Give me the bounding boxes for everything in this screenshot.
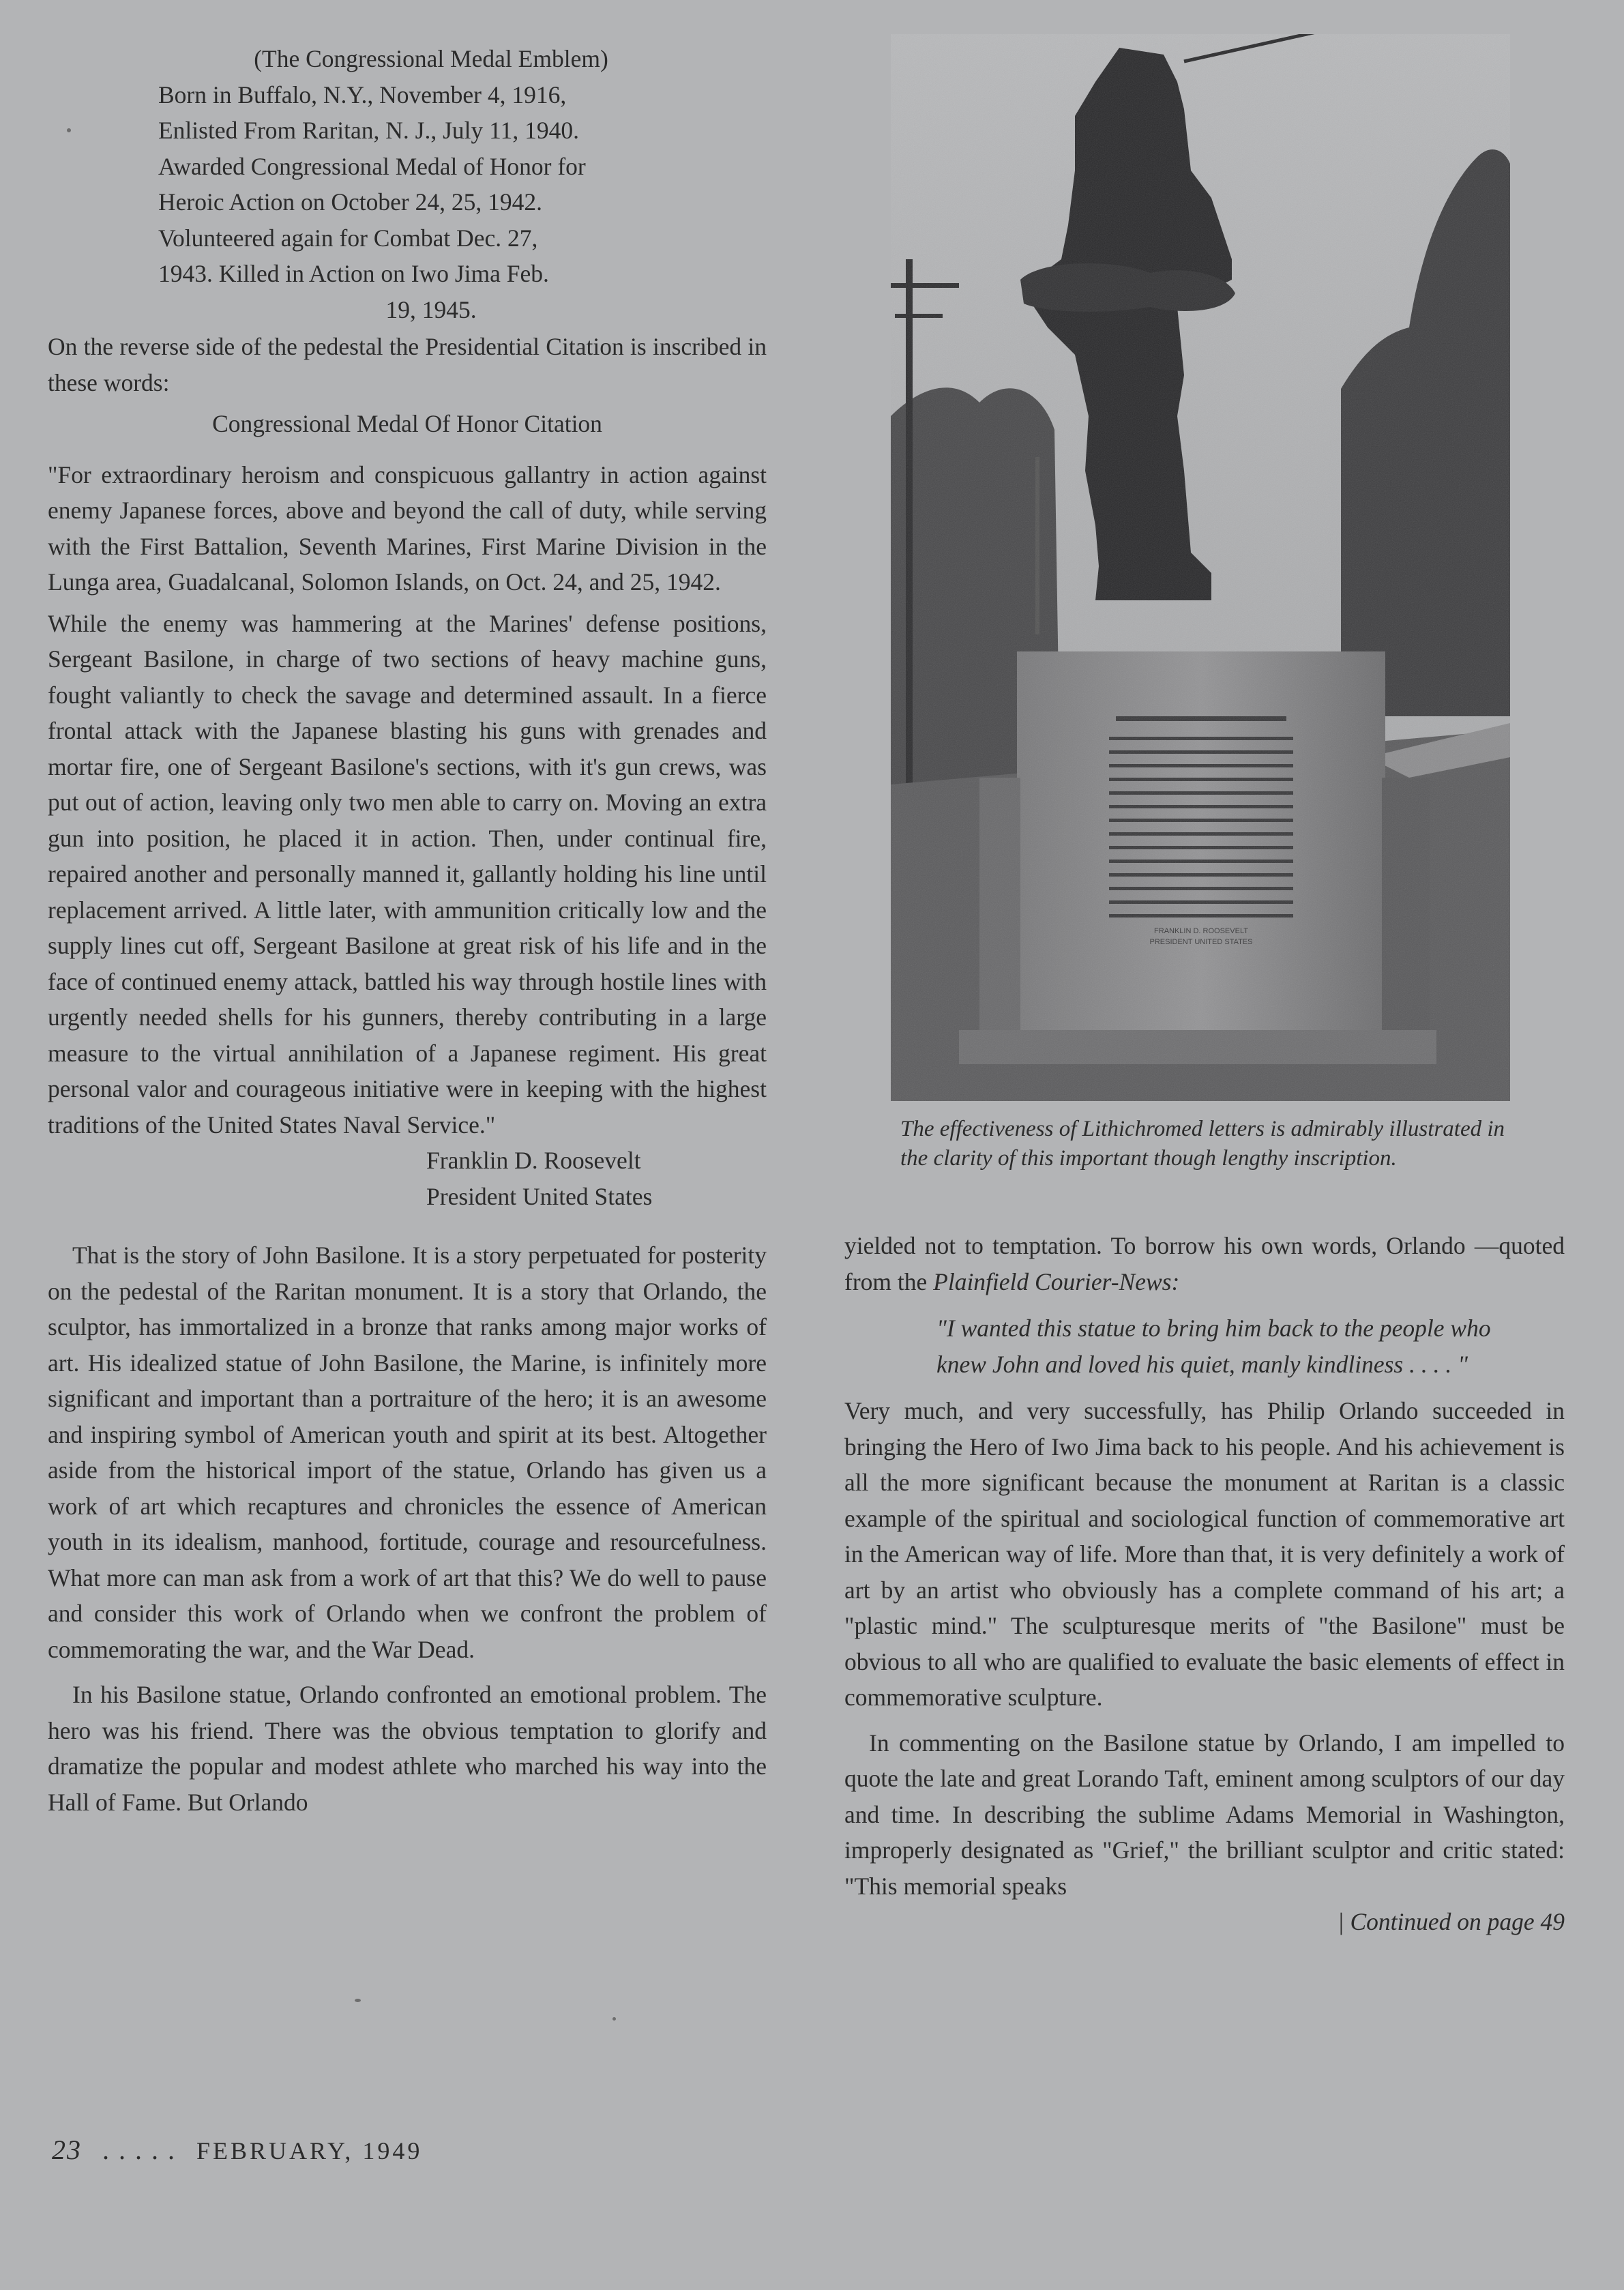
page-number: 23 — [52, 2134, 82, 2165]
emblem-line: Awarded Congressional Medal of Honor for — [158, 152, 586, 180]
citation-signer-name: Franklin D. Roosevelt — [426, 1147, 641, 1174]
scan-speck — [67, 128, 71, 132]
citation-paragraph: While the enemy was hammering at the Marines' defense positions, Sergeant Basilone, in charge of two sections of heavy machine guns, fought valiantly to check the savage and determined assault. In a fierce frontal attack with the Japanese blasting his guns with grenades and mortar fire, one of Sergeant Basilone's sections, with it's gun crews, was put out of action, leaving only two men able to carry on. Moving an extra gun into position, he placed it in action. Then, under continual fire, repaired another and personally manned it, gallantly holding his line until replacement arrived. A little later, with ammunition critically low and the supply lines cut off, Sergeant Basilone at great risk of his life and in the face of continued enemy attack, battled his way through hostile lines with urgently needed shells for his gunners, thereby contributing in a large measure to the virtual annihilation of a Japanese regiment. His great personal valor and courageous initiative were in keeping with the highest traditions of the United States Naval Service." — [48, 609, 767, 1139]
issue-date: FEBRUARY, 1949 — [196, 2137, 423, 2164]
continued-notice: | Continued on page 49 — [1337, 1908, 1565, 1935]
article-paragraph: That is the story of John Basilone. It is a story perpetuated for posterity on the pedestal of the Raritan monument. It is a story that Orlando, the sculptor, has immortalized in a bronze that ranks among major works of art. His idealized statue of John Basilone, the Marine, is infinitely more significant and important than a portraiture of the hero; it is an awesome and inspiring symbol of American youth and spirit at its best. Altogether aside from the historical import of the statue, Orlando has given us a work of art which recaptures and chronicles the essence of American youth in its idealism, manhood, fortitude, courage and resourcefulness. What more can man ask from a work of art that this? We do well to pause and consider this work of Orlando when we confront the problem of commemorating the war, and the War Dead. — [48, 1242, 767, 1663]
page-footer — [52, 2134, 422, 2166]
emblem-line: Born in Buffalo, N.Y., November 4, 1916, — [158, 80, 567, 108]
left-column — [48, 41, 767, 1820]
article-paragraph: Very much, and very successfully, has Philip Orlando succeeded in bringing the Hero of Iwo Jima back to his people. And his achievement is all the more significant because the monument at Raritan is a classic example of the spiritual and sociological function of commemorative art in the American way of life. More than that, it is very definitely a work of art by an artist who obviously has a complete command of his art; a "plastic mind." The sculpturesque merits of "the Basilone" must be obvious to all who are qualified to evaluate the basic elements of effect in commemorative sculpture. — [844, 1397, 1565, 1711]
right-lead-paragraph: yielded not to temptation. To borrow his own words, Orlando —quoted from the Plainfield Courier-News: — [844, 1232, 1565, 1295]
pedestal-inscription — [158, 41, 704, 327]
citation-signer-title: President United States — [426, 1182, 653, 1210]
emblem-line: 19, 1945. — [385, 295, 477, 323]
article-paragraph: In commenting on the Basilone statue by Orlando, I am impelled to quote the late and great Lorando Taft, eminent among sculptors of our day and time. In describing the sublime Adams Memorial in Washington, improperly designated as "Grief," the brilliant sculptor and critic stated: "This memorial speaks — [844, 1729, 1565, 1900]
basilone-statue-image — [891, 34, 1510, 1101]
emblem-line: (The Congressional Medal Emblem) — [254, 45, 608, 72]
photo-caption: The effectiveness of Lithichromed letters is admirably illustrated in the clarity of this important though lengthy inscription. — [900, 1117, 1505, 1171]
emblem-line: Heroic Action on October 24, 25, 1942. — [158, 188, 542, 216]
right-column — [844, 1228, 1565, 1940]
citation-heading: Congressional Medal Of Honor Citation — [212, 410, 602, 437]
emblem-line: Enlisted From Raritan, N. J., July 11, 1940. — [158, 117, 579, 144]
intro-paragraph: On the reverse side of the pedestal the Presidential Citation is inscribed in these words: — [48, 333, 767, 396]
newspaper-name: Plainfield Courier-News: — [933, 1267, 1180, 1295]
footer-dots: . . . . . — [102, 2134, 176, 2165]
emblem-line: 1943. Killed in Action on Iwo Jima Feb. — [158, 260, 549, 287]
emblem-line: Volunteered again for Combat Dec. 27, — [158, 224, 538, 252]
continued-label: Continued on page 49 — [1350, 1908, 1565, 1935]
scan-speck — [612, 2017, 616, 2021]
scan-speck — [355, 1999, 361, 2002]
monument-photo — [891, 34, 1510, 1101]
orlando-quote: "I wanted this statue to bring him back to the people who knew John and loved his quiet, manly kindliness . . . . " — [936, 1315, 1491, 1378]
citation-paragraph: "For extraordinary heroism and conspicuous gallantry in action against enemy Japanese forces, above and beyond the call of duty, while serving with the First Battalion, Seventh Marines, First Marine Division in the Lunga area, Guadalcanal, Solomon Islands, on Oct. 24, and 25, 1942. — [48, 460, 767, 596]
article-paragraph: In his Basilone statue, Orlando confronted an emotional problem. The hero was his friend. There was the obvious temptation to glorify and dramatize the popular and modest athlete who marched his way into the Hall of Fame. But Orlando — [48, 1681, 767, 1816]
